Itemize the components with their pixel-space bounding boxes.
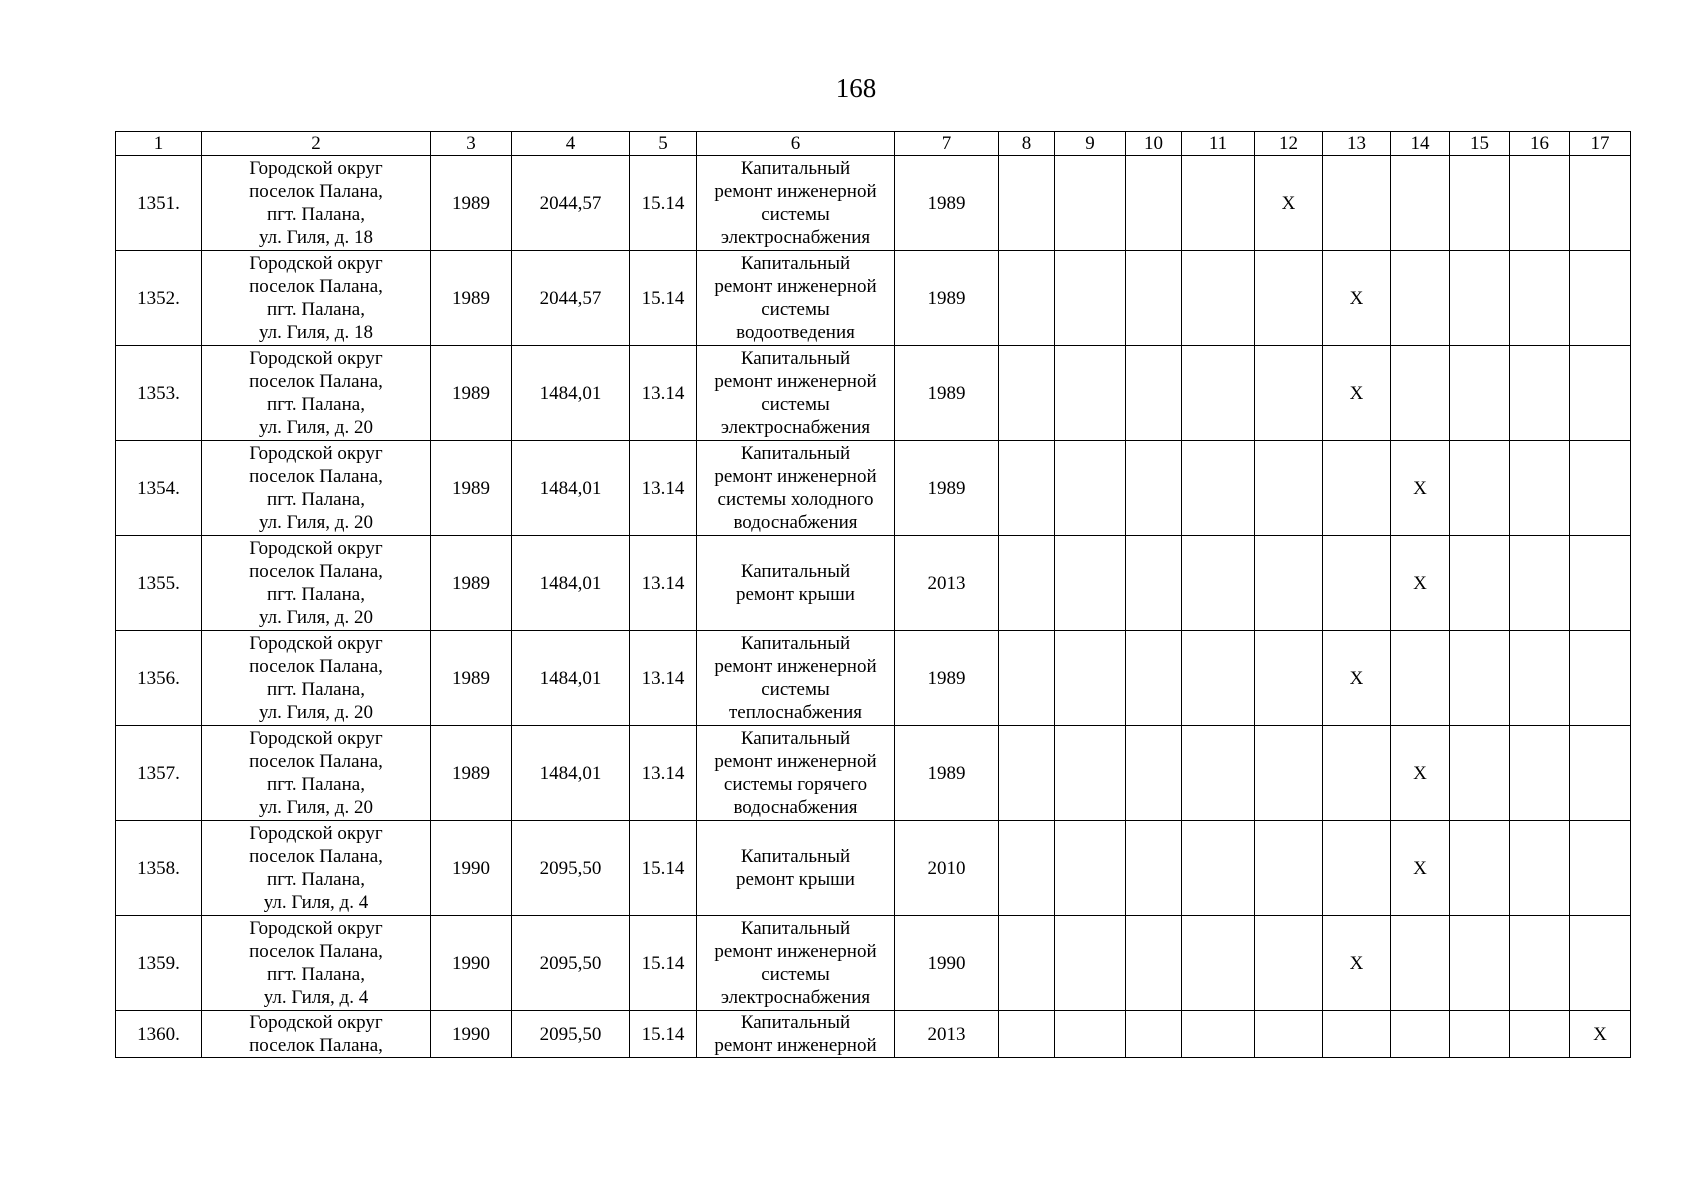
column-header: 11 — [1182, 132, 1255, 156]
area-value: 1484,01 — [512, 536, 630, 631]
work-description-line: Капитальный — [740, 443, 851, 464]
area-value: 2095,50 — [512, 916, 630, 1011]
address-cell — [202, 156, 431, 251]
work-description-line: электроснабжения — [720, 417, 871, 438]
mark-cell: X — [1391, 726, 1450, 821]
empty-cell — [1182, 346, 1255, 441]
empty-cell — [1323, 536, 1391, 631]
work-description-line: системы — [761, 964, 830, 985]
empty-cell — [1055, 821, 1126, 916]
empty-cell — [1570, 156, 1631, 251]
empty-cell — [1182, 821, 1255, 916]
address-cell-line: ул. Гиля, д. 18 — [259, 227, 373, 248]
column-header: 6 — [697, 132, 895, 156]
work-description-line: ремонт инженерной — [714, 751, 877, 772]
column-header: 17 — [1570, 132, 1631, 156]
empty-cell — [1450, 346, 1510, 441]
work-year: 1989 — [895, 726, 999, 821]
empty-cell — [999, 251, 1055, 346]
address-cell-line: пгт. Палана, — [267, 869, 365, 890]
work-description — [697, 441, 895, 536]
row-number: 1351. — [116, 156, 202, 251]
empty-cell — [999, 631, 1055, 726]
work-description-line: водоснабжения — [733, 797, 858, 818]
table-row — [116, 1011, 1631, 1058]
column-header: 13 — [1323, 132, 1391, 156]
build-year: 1990 — [431, 821, 512, 916]
work-year: 2010 — [895, 821, 999, 916]
address-cell-line: Городской округ — [249, 538, 383, 559]
empty-cell — [1055, 726, 1126, 821]
address-cell-line: поселок Палана, — [249, 1035, 383, 1056]
empty-cell — [1126, 631, 1182, 726]
address-cell-line: ул. Гиля, д. 20 — [259, 512, 373, 533]
empty-cell — [1450, 251, 1510, 346]
code-value: 15.14 — [630, 916, 697, 1011]
empty-cell — [1510, 441, 1570, 536]
work-year: 1989 — [895, 251, 999, 346]
area-value: 1484,01 — [512, 631, 630, 726]
column-header: 7 — [895, 132, 999, 156]
column-header: 3 — [431, 132, 512, 156]
work-description-line: ремонт крыши — [736, 869, 855, 890]
address-cell-line: пгт. Палана, — [267, 584, 365, 605]
empty-cell — [1323, 1011, 1391, 1058]
work-description-line: системы — [761, 299, 830, 320]
work-year: 1989 — [895, 631, 999, 726]
page-number: 168 — [835, 73, 877, 103]
empty-cell — [1126, 726, 1182, 821]
empty-cell — [1510, 346, 1570, 441]
empty-cell — [1255, 441, 1323, 536]
table-row — [116, 346, 1631, 441]
empty-cell — [1510, 251, 1570, 346]
empty-cell — [1450, 536, 1510, 631]
work-description — [697, 726, 895, 821]
column-header: 8 — [999, 132, 1055, 156]
address-cell — [202, 821, 431, 916]
address-cell-line: поселок Палана, — [249, 751, 383, 772]
work-year: 2013 — [895, 1011, 999, 1058]
empty-cell — [1126, 1011, 1182, 1058]
empty-cell — [1450, 821, 1510, 916]
empty-cell — [1391, 1011, 1450, 1058]
empty-cell — [1570, 536, 1631, 631]
empty-cell — [1323, 821, 1391, 916]
empty-cell — [1055, 1011, 1126, 1058]
empty-cell — [1323, 156, 1391, 251]
empty-cell — [1450, 1011, 1510, 1058]
empty-cell — [1055, 916, 1126, 1011]
build-year: 1989 — [431, 251, 512, 346]
work-description-line: ремонт инженерной — [714, 941, 877, 962]
work-description-line: Капитальный — [740, 846, 851, 867]
work-year: 2013 — [895, 536, 999, 631]
empty-cell — [999, 1011, 1055, 1058]
empty-cell — [1126, 346, 1182, 441]
work-description-line: ремонт инженерной — [714, 371, 877, 392]
column-header: 5 — [630, 132, 697, 156]
row-number: 1356. — [116, 631, 202, 726]
empty-cell — [1126, 916, 1182, 1011]
code-value: 15.14 — [630, 821, 697, 916]
empty-cell — [1055, 536, 1126, 631]
address-cell-line: пгт. Палана, — [267, 299, 365, 320]
address-cell — [202, 726, 431, 821]
address-cell-line: пгт. Палана, — [267, 204, 365, 225]
code-value: 13.14 — [630, 631, 697, 726]
empty-cell — [1391, 251, 1450, 346]
empty-cell — [999, 156, 1055, 251]
address-cell-line: поселок Палана, — [249, 181, 383, 202]
empty-cell — [999, 726, 1055, 821]
build-year: 1989 — [431, 156, 512, 251]
build-year: 1989 — [431, 441, 512, 536]
empty-cell — [1255, 916, 1323, 1011]
empty-cell — [1255, 726, 1323, 821]
empty-cell — [1510, 726, 1570, 821]
area-value: 1484,01 — [512, 441, 630, 536]
mark-cell: X — [1323, 251, 1391, 346]
empty-cell — [1391, 346, 1450, 441]
empty-cell — [999, 821, 1055, 916]
area-value: 1484,01 — [512, 346, 630, 441]
empty-cell — [1510, 916, 1570, 1011]
empty-cell — [1055, 441, 1126, 536]
empty-cell — [1255, 536, 1323, 631]
empty-cell — [1391, 631, 1450, 726]
address-cell-line: Городской округ — [249, 633, 383, 654]
address-cell — [202, 251, 431, 346]
empty-cell — [1255, 251, 1323, 346]
address-cell-line: пгт. Палана, — [267, 394, 365, 415]
address-cell — [202, 346, 431, 441]
table-row — [116, 156, 1631, 251]
address-cell-line: Городской округ — [249, 918, 383, 939]
area-value: 2044,57 — [512, 156, 630, 251]
mark-cell: X — [1570, 1011, 1631, 1058]
row-number: 1357. — [116, 726, 202, 821]
table-row — [116, 916, 1631, 1011]
build-year: 1989 — [431, 346, 512, 441]
build-year: 1989 — [431, 726, 512, 821]
table-row — [116, 631, 1631, 726]
work-description-line: водоотведения — [736, 322, 855, 343]
mark-cell: X — [1323, 631, 1391, 726]
address-cell-line: поселок Палана, — [249, 561, 383, 582]
empty-cell — [1182, 1011, 1255, 1058]
work-description-line: ремонт инженерной — [714, 466, 877, 487]
empty-cell — [1255, 346, 1323, 441]
column-header: 1 — [116, 132, 202, 156]
column-header: 9 — [1055, 132, 1126, 156]
mark-cell: X — [1323, 916, 1391, 1011]
address-cell-line: ул. Гиля, д. 20 — [259, 797, 373, 818]
work-description-line: ремонт инженерной — [714, 181, 877, 202]
empty-cell — [1323, 441, 1391, 536]
column-header: 15 — [1450, 132, 1510, 156]
area-value: 1484,01 — [512, 726, 630, 821]
empty-cell — [1450, 441, 1510, 536]
work-description-line: Капитальный — [740, 728, 851, 749]
empty-cell — [1055, 156, 1126, 251]
work-description-line: системы — [761, 394, 830, 415]
area-value: 2044,57 — [512, 251, 630, 346]
row-number: 1359. — [116, 916, 202, 1011]
row-number: 1352. — [116, 251, 202, 346]
address-cell-line: пгт. Палана, — [267, 774, 365, 795]
address-cell-line: Городской округ — [249, 823, 383, 844]
column-header: 2 — [202, 132, 431, 156]
empty-cell — [1570, 631, 1631, 726]
empty-cell — [1126, 536, 1182, 631]
empty-cell — [1126, 821, 1182, 916]
column-header-row — [116, 132, 1631, 156]
mark-cell: X — [1391, 536, 1450, 631]
work-description — [697, 346, 895, 441]
work-description-line: системы холодного — [717, 489, 874, 510]
work-description-line: ремонт инженерной — [714, 656, 877, 677]
address-cell-line: ул. Гиля, д. 20 — [259, 417, 373, 438]
empty-cell — [999, 441, 1055, 536]
work-year: 1989 — [895, 346, 999, 441]
address-cell-line: поселок Палана, — [249, 276, 383, 297]
work-description-line: системы — [761, 204, 830, 225]
work-description — [697, 1011, 895, 1058]
mark-cell: X — [1255, 156, 1323, 251]
work-description-line: системы горячего — [723, 774, 868, 795]
work-description — [697, 156, 895, 251]
address-cell-line: поселок Палана, — [249, 846, 383, 867]
work-description-line: Капитальный — [740, 348, 851, 369]
work-description — [697, 536, 895, 631]
code-value: 13.14 — [630, 536, 697, 631]
address-cell — [202, 1011, 431, 1058]
code-value: 15.14 — [630, 251, 697, 346]
work-description — [697, 916, 895, 1011]
work-description-line: водоснабжения — [733, 512, 858, 533]
empty-cell — [1570, 346, 1631, 441]
empty-cell — [1182, 916, 1255, 1011]
empty-cell — [1182, 156, 1255, 251]
table-row — [116, 251, 1631, 346]
address-cell-line: Городской округ — [249, 253, 383, 274]
empty-cell — [1182, 251, 1255, 346]
column-header: 10 — [1126, 132, 1182, 156]
empty-cell — [1570, 916, 1631, 1011]
mark-cell: X — [1391, 821, 1450, 916]
row-number: 1353. — [116, 346, 202, 441]
build-year: 1989 — [431, 536, 512, 631]
address-cell — [202, 631, 431, 726]
work-description-line: системы — [761, 679, 830, 700]
empty-cell — [1182, 441, 1255, 536]
area-value: 2095,50 — [512, 1011, 630, 1058]
address-cell-line: поселок Палана, — [249, 466, 383, 487]
empty-cell — [1510, 156, 1570, 251]
column-header: 16 — [1510, 132, 1570, 156]
empty-cell — [1510, 631, 1570, 726]
address-cell-line: ул. Гиля, д. 4 — [263, 987, 369, 1008]
row-number: 1354. — [116, 441, 202, 536]
address-cell-line: пгт. Палана, — [267, 964, 365, 985]
address-cell — [202, 916, 431, 1011]
column-header: 4 — [512, 132, 630, 156]
table-row — [116, 441, 1631, 536]
address-cell-line: поселок Палана, — [249, 371, 383, 392]
empty-cell — [1323, 726, 1391, 821]
build-year: 1990 — [431, 1011, 512, 1058]
empty-cell — [1182, 536, 1255, 631]
empty-cell — [1570, 726, 1631, 821]
empty-cell — [1182, 631, 1255, 726]
empty-cell — [1450, 631, 1510, 726]
column-header: 12 — [1255, 132, 1323, 156]
empty-cell — [1126, 251, 1182, 346]
build-year: 1990 — [431, 916, 512, 1011]
address-cell-line: поселок Палана, — [249, 941, 383, 962]
address-cell-line: пгт. Палана, — [267, 679, 365, 700]
address-cell — [202, 536, 431, 631]
empty-cell — [1510, 821, 1570, 916]
empty-cell — [1450, 726, 1510, 821]
area-value: 2095,50 — [512, 821, 630, 916]
address-cell-line: Городской округ — [249, 158, 383, 179]
work-description-line: ремонт инженерной — [714, 276, 877, 297]
work-description — [697, 821, 895, 916]
work-description-line: Капитальный — [740, 918, 851, 939]
address-cell-line: Городской округ — [249, 728, 383, 749]
work-description-line: Капитальный — [740, 253, 851, 274]
code-value: 15.14 — [630, 1011, 697, 1058]
empty-cell — [1255, 1011, 1323, 1058]
work-year: 1990 — [895, 916, 999, 1011]
work-description-line: ремонт инженерной — [714, 1035, 877, 1056]
mark-cell: X — [1323, 346, 1391, 441]
work-description-line: электроснабжения — [720, 987, 871, 1008]
code-value: 13.14 — [630, 346, 697, 441]
empty-cell — [999, 916, 1055, 1011]
work-description-line: Капитальный — [740, 633, 851, 654]
address-cell — [202, 441, 431, 536]
register-table — [115, 131, 1631, 1058]
code-value: 13.14 — [630, 441, 697, 536]
mark-cell: X — [1391, 441, 1450, 536]
empty-cell — [1126, 156, 1182, 251]
row-number: 1360. — [116, 1011, 202, 1058]
address-cell-line: ул. Гиля, д. 20 — [259, 702, 373, 723]
build-year: 1989 — [431, 631, 512, 726]
work-description-line: Капитальный — [740, 158, 851, 179]
empty-cell — [1055, 346, 1126, 441]
empty-cell — [1126, 441, 1182, 536]
table-row — [116, 726, 1631, 821]
address-cell-line: ул. Гиля, д. 20 — [259, 607, 373, 628]
address-cell-line: поселок Палана, — [249, 656, 383, 677]
empty-cell — [1255, 631, 1323, 726]
empty-cell — [1255, 821, 1323, 916]
empty-cell — [1450, 916, 1510, 1011]
work-description-line: электроснабжения — [720, 227, 871, 248]
empty-cell — [1570, 251, 1631, 346]
table-row — [116, 821, 1631, 916]
code-value: 13.14 — [630, 726, 697, 821]
empty-cell — [1182, 726, 1255, 821]
empty-cell — [1055, 251, 1126, 346]
work-year: 1989 — [895, 156, 999, 251]
empty-cell — [1570, 441, 1631, 536]
empty-cell — [1391, 916, 1450, 1011]
address-cell-line: пгт. Палана, — [267, 489, 365, 510]
address-cell-line: ул. Гиля, д. 18 — [259, 322, 373, 343]
empty-cell — [999, 346, 1055, 441]
work-description — [697, 631, 895, 726]
empty-cell — [1391, 156, 1450, 251]
address-cell-line: ул. Гиля, д. 4 — [263, 892, 369, 913]
row-number: 1358. — [116, 821, 202, 916]
work-description-line: Капитальный — [740, 1012, 851, 1033]
work-year: 1989 — [895, 441, 999, 536]
empty-cell — [999, 536, 1055, 631]
column-header: 14 — [1391, 132, 1450, 156]
empty-cell — [1055, 631, 1126, 726]
work-description-line: Капитальный — [740, 561, 851, 582]
work-description-line: теплоснабжения — [729, 702, 862, 723]
address-cell-line: Городской округ — [249, 443, 383, 464]
empty-cell — [1510, 1011, 1570, 1058]
empty-cell — [1570, 821, 1631, 916]
table-row — [116, 536, 1631, 631]
address-cell-line: Городской округ — [249, 1012, 383, 1033]
work-description — [697, 251, 895, 346]
address-cell-line: Городской округ — [249, 348, 383, 369]
row-number: 1355. — [116, 536, 202, 631]
empty-cell — [1510, 536, 1570, 631]
code-value: 15.14 — [630, 156, 697, 251]
work-description-line: ремонт крыши — [736, 584, 855, 605]
empty-cell — [1450, 156, 1510, 251]
